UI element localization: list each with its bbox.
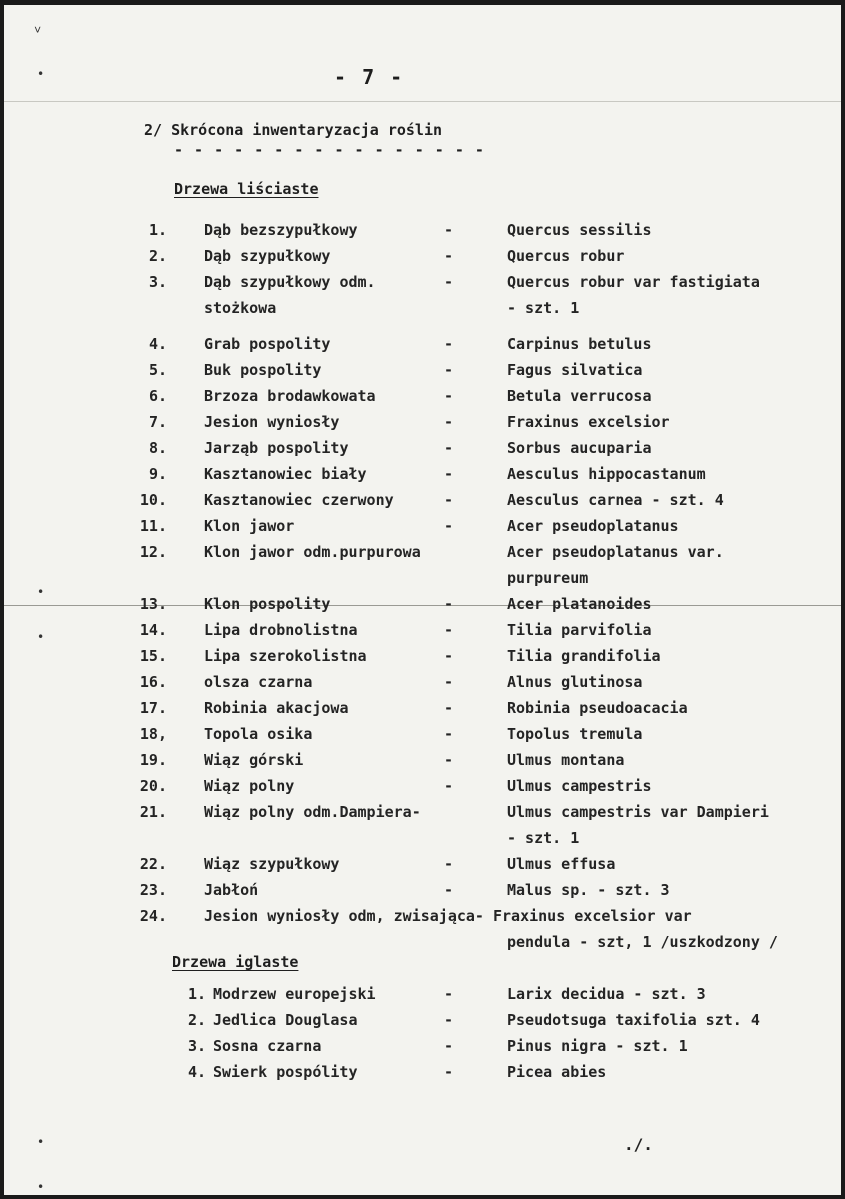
latin-name: Malus sp. - szt. 3 (507, 881, 670, 899)
latin-name: Ulmus montana (507, 751, 625, 769)
item-number: 2. (148, 247, 167, 265)
separator-dash: - (444, 221, 454, 239)
margin-mark: • (37, 1180, 45, 1194)
polish-name: Lipa szerokolistna (204, 647, 367, 665)
latin-name: Acer pseudoplatanus (507, 517, 679, 535)
polish-name: Grab pospolity (204, 335, 331, 353)
latin-name: Picea abies (507, 1063, 607, 1081)
latin-name: Ulmus campestris var Dampieri (507, 803, 769, 821)
polish-name: Robinia akacjowa (204, 699, 349, 717)
polish-name: Dąb szypułkowy odm. (204, 273, 376, 291)
separator-dash: - (444, 1037, 454, 1055)
separator-dash: - (444, 725, 454, 743)
item-number: 8. (148, 439, 167, 457)
item-number: 10. (139, 491, 167, 509)
polish-name: Wiąz polny odm.Dampiera- (204, 803, 421, 821)
polish-name: Jarząb pospolity (204, 439, 349, 457)
item-number: 5. (148, 361, 167, 379)
item-number: 4. (187, 1063, 206, 1081)
item-number: 18, (139, 725, 167, 743)
latin-name: Larix decidua - szt. 3 (507, 985, 706, 1003)
latin-name: Pinus nigra - szt. 1 (507, 1037, 688, 1055)
latin-name-continued: purpureum (507, 569, 589, 587)
separator-dash: - (444, 335, 454, 353)
fold-line-top (4, 101, 841, 102)
coniferous-title: Drzewa iglaste (172, 953, 299, 971)
separator-dash: - (444, 595, 454, 613)
polish-name: Klon pospolity (204, 595, 331, 613)
separator-dash: - (444, 985, 454, 1003)
item-number: 11. (139, 517, 167, 535)
deciduous-title: Drzewa liściaste (174, 180, 319, 198)
polish-name: Klon jawor (204, 517, 295, 535)
margin-mark: • (37, 67, 45, 81)
polish-name: Wiąz szypułkowy (204, 855, 340, 873)
latin-name: Ulmus campestris (507, 777, 652, 795)
item-number: 21. (139, 803, 167, 821)
latin-name: Acer pseudoplatanus var. (507, 543, 724, 561)
separator-dash: - (444, 387, 454, 405)
polish-name: Jabłoń (204, 881, 259, 899)
latin-name-continued: - szt. 1 (507, 299, 580, 317)
separator-dash: - (444, 751, 454, 769)
polish-name: Brzoza brodawkowata (204, 387, 376, 405)
item-number: 19. (139, 751, 167, 769)
separator-dash: - (444, 673, 454, 691)
item-number: 14. (139, 621, 167, 639)
separator-dash: - (444, 439, 454, 457)
item-number: 1. (187, 985, 206, 1003)
separator-dash: - (444, 413, 454, 431)
item-number: 3. (187, 1037, 206, 1055)
latin-name: Topolus tremula (507, 725, 643, 743)
polish-name: Sosna czarna (213, 1037, 322, 1055)
latin-name: Pseudotsuga taxifolia szt. 4 (507, 1011, 760, 1029)
item-number: 22. (139, 855, 167, 873)
separator-dash: - (444, 881, 454, 899)
latin-name: Tilia parvifolia (507, 621, 652, 639)
latin-name: Carpinus betulus (507, 335, 652, 353)
item-number: 12. (139, 543, 167, 561)
page-number: - 7 - (334, 65, 405, 89)
polish-name: Kasztanowiec czerwony (204, 491, 394, 509)
polish-name: Wiąz polny (204, 777, 295, 795)
polish-name: Dąb szypułkowy (204, 247, 331, 265)
item-number: 23. (139, 881, 167, 899)
polish-name: Topola osika (204, 725, 313, 743)
latin-name: Betula verrucosa (507, 387, 652, 405)
latin-name: Quercus robur var fastigiata (507, 273, 760, 291)
item-number: 3. (148, 273, 167, 291)
separator-dash: - (444, 273, 454, 291)
polish-name: Jesion wyniosły (204, 413, 340, 431)
section-heading: 2/ Skrócona inwentaryzacja roślin (144, 121, 443, 139)
separator-dash: - (444, 361, 454, 379)
latin-name: Quercus robur (507, 247, 625, 265)
latin-name: Robinia pseudoacacia (507, 699, 688, 717)
margin-mark: • (37, 1135, 45, 1149)
margin-mark: ˅ (34, 23, 42, 37)
separator-dash: - (444, 491, 454, 509)
item-number: 17. (139, 699, 167, 717)
separator-dash: - (444, 465, 454, 483)
latin-name: Sorbus aucuparia (507, 439, 652, 457)
polish-name: Dąb bezszypułkowy (204, 221, 358, 239)
margin-mark: • (37, 630, 45, 644)
polish-name: Klon jawor odm.purpurowa (204, 543, 421, 561)
item-number: 15. (139, 647, 167, 665)
separator-dash: - (444, 1011, 454, 1029)
item-number: 7. (148, 413, 167, 431)
latin-name: Tilia grandifolia (507, 647, 661, 665)
latin-name: Fraxinus excelsior (507, 413, 670, 431)
latin-name: Quercus sessilis (507, 221, 652, 239)
item-number: 13. (139, 595, 167, 613)
latin-name: Alnus glutinosa (507, 673, 643, 691)
margin-mark: • (37, 585, 45, 599)
separator-dash: - (444, 517, 454, 535)
item-number: 16. (139, 673, 167, 691)
separator-dash: - (444, 647, 454, 665)
polish-name-continued: stożkowa (204, 299, 277, 317)
latin-name: Aesculus carnea - szt. 4 (507, 491, 724, 509)
heading-underline: - - - - - - - - - - - - - - - - (174, 141, 485, 159)
latin-name-continued: pendula - szt, 1 /uszkodzony / (507, 933, 778, 951)
item-number: 1. (148, 221, 167, 239)
polish-name: Buk pospolity (204, 361, 322, 379)
polish-name: Kasztanowiec biały (204, 465, 367, 483)
separator-dash: - (444, 1063, 454, 1081)
item-number: 9. (148, 465, 167, 483)
latin-name: Acer platanoides (507, 595, 652, 613)
document-page (4, 5, 841, 1195)
polish-name: Swierk pospólity (213, 1063, 358, 1081)
latin-name: Aesculus hippocastanum (507, 465, 706, 483)
polish-name: olsza czarna (204, 673, 313, 691)
separator-dash: - (444, 247, 454, 265)
polish-name: Jesion wyniosły odm, zwisająca- Fraxinus excelsior var (204, 907, 692, 925)
separator-dash: - (444, 699, 454, 717)
separator-dash: - (444, 777, 454, 795)
item-number: 20. (139, 777, 167, 795)
continuation-mark: ./. (624, 1135, 653, 1154)
item-number: 6. (148, 387, 167, 405)
polish-name: Jedlica Douglasa (213, 1011, 358, 1029)
item-number: 2. (187, 1011, 206, 1029)
item-number: 24. (139, 907, 167, 925)
separator-dash: - (444, 621, 454, 639)
polish-name: Wiąz górski (204, 751, 304, 769)
item-number: 4. (148, 335, 167, 353)
latin-name: Ulmus effusa (507, 855, 616, 873)
latin-name-continued: - szt. 1 (507, 829, 580, 847)
polish-name: Lipa drobnolistna (204, 621, 358, 639)
separator-dash: - (444, 855, 454, 873)
latin-name: Fagus silvatica (507, 361, 643, 379)
polish-name: Modrzew europejski (213, 985, 376, 1003)
